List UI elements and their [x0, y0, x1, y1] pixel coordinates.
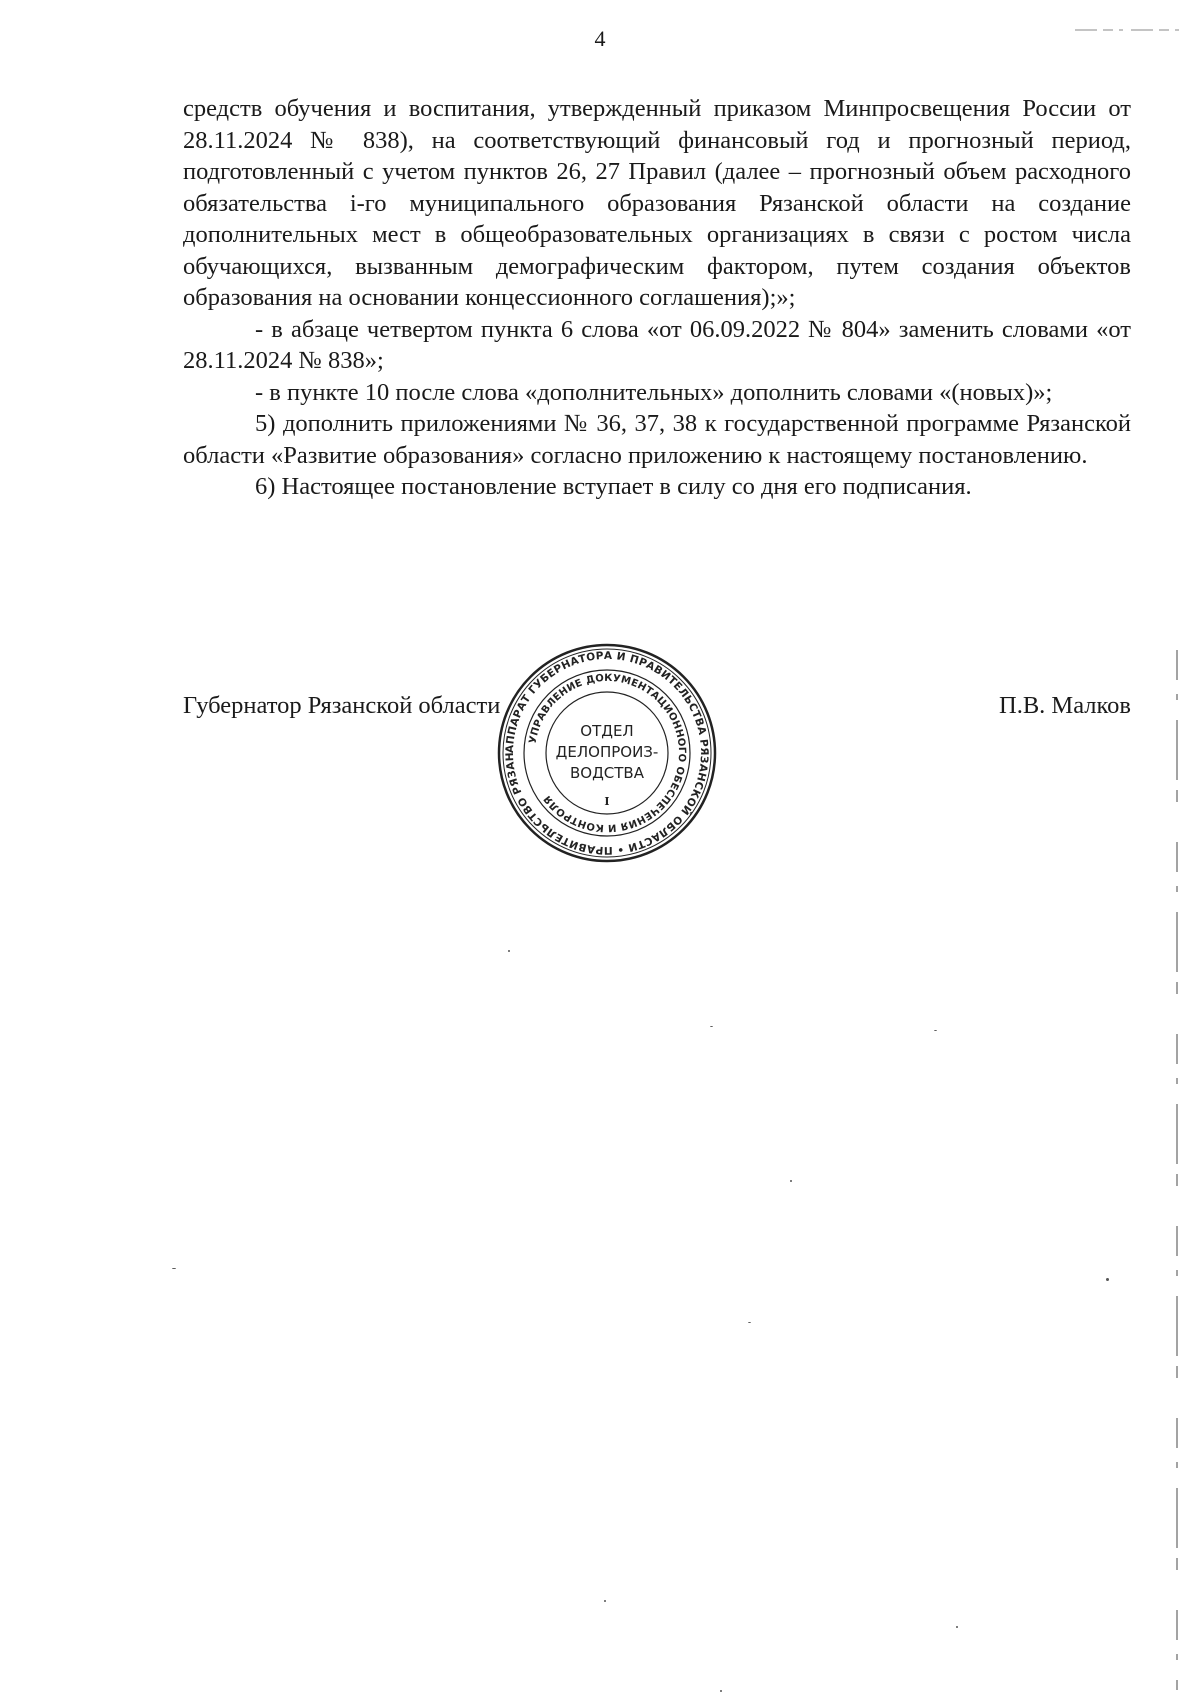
scan-edge-line — [1176, 650, 1178, 1690]
official-stamp — [496, 642, 718, 864]
scan-speck — [748, 1322, 751, 1323]
scan-speck — [172, 1268, 176, 1269]
paragraph-continuation: средств обучения и воспитания, утвержденный приказом Минпросвещения России от 28.11.2024 № 838), на соответствующий финансовый год и прогнозный период, подготовленный с учетом пунктов 26, 27 Правил (далее – прогнозный объем расходного обязательства i-го муниципального образования Рязанской области на создание дополнительных мест в общеобразовательных организациях в связи с ростом числа обучающихся, вызванным демографическим фактором, путем создания объектов образования на основании концессионного соглашения);»; — [183, 95, 1131, 311]
paragraph-amendment-item-10: - в пункте 10 после слова «дополнительных» дополнить словами «(новых)»; — [255, 378, 1053, 406]
scan-speck — [508, 950, 510, 952]
scan-speck — [1106, 1278, 1109, 1281]
paragraph-effective-date: 6) Настоящее постановление вступает в силу со дня его подписания. — [255, 473, 972, 500]
stamp-outer-text: АППАРАТ ГУБЕРНАТОРА И ПРАВИТЕЛЬСТВА РЯЗАНСКОЙ ОБЛАСТИ • ПРАВИТЕЛЬСТВО РЯЗАН — [503, 649, 711, 857]
scan-speck — [604, 1600, 606, 1602]
stamp-center-line-2: ДЕЛОПРОИЗ- — [555, 743, 659, 761]
stamp-seal-icon — [496, 642, 718, 864]
stamp-center-line-3: ВОДСТВА — [569, 764, 645, 782]
scan-speck — [710, 1026, 713, 1027]
scan-speck — [790, 1180, 792, 1182]
scan-speck — [720, 1690, 722, 1692]
scan-speck — [956, 1626, 958, 1628]
signatory-position: Губернатор Рязанской области — [183, 692, 501, 719]
page-number: 4 — [594, 26, 606, 51]
paragraph-add-appendices: 5) дополнить приложениями № 36, 37, 38 к государственной программе Рязанской области «Развитие образования» согласно приложению к настоящему постановлению. — [183, 410, 1131, 469]
scan-mark — [1075, 18, 1185, 20]
stamp-inner-text: УПРАВЛЕНИЕ ДОКУМЕНТАЦИОННОГО ОБЕСПЕЧЕНИЯ И КОНТРОЛЯ — [527, 672, 688, 834]
stamp-number: I — [604, 795, 610, 808]
document-body — [183, 93, 1131, 503]
paragraph-amendment-item-6: - в абзаце четвертом пункта 6 слова «от 06.09.2022 № 804» заменить словами «от 28.11.2024 № 838»; — [183, 315, 1131, 374]
scan-speck — [934, 1030, 937, 1031]
signatory-name: П.В. Малков — [999, 692, 1131, 719]
stamp-center-line-1: ОТДЕЛ — [580, 722, 634, 740]
